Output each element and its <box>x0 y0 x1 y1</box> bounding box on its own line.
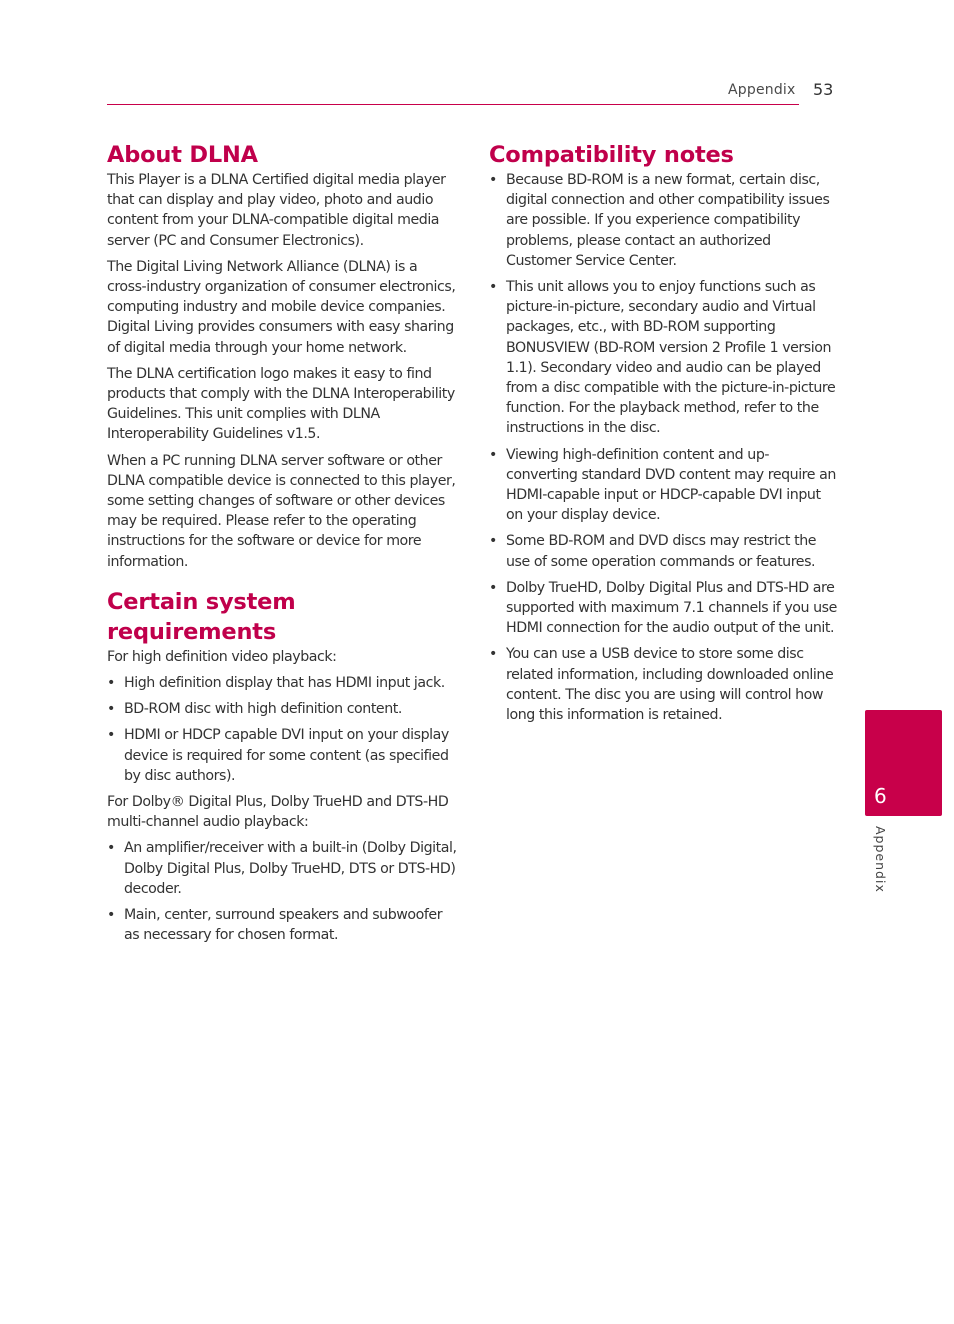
about-dlna-heading: About DLNA <box>107 142 258 168</box>
list-item-text: This unit allows you to enjoy functions such as picture-in-picture, secondary audio and Virtual packages, etc., with BD-ROM supporting BONUSVIEW (BD-ROM version 2 Profile 1 version 1.1). Secondary video and audio can be played from a disc compatible with the picture-in-picture function. For the playback method, refer to the instructions in the disc. <box>506 279 836 437</box>
bullet-icon: • <box>489 533 497 550</box>
video-requirements-list <box>107 673 457 786</box>
list-item <box>489 644 837 725</box>
bullet-icon: • <box>107 907 115 924</box>
bullet-icon: • <box>489 646 497 663</box>
audio-playback-intro: For Dolby® Digital Plus, Dolby TrueHD and DTS-HD multi-channel audio playback: <box>107 794 449 831</box>
list-item <box>489 170 837 271</box>
list-item-text: You can use a USB device to store some disc related information, including downloaded online content. The disc you are using will control how long this information is retained. <box>506 646 834 724</box>
list-item-text: Viewing high-definition content and up-converting standard DVD content may require an HDMI-capable input or HDCP-capable DVI input on your display device. <box>506 446 836 524</box>
list-item <box>489 578 837 639</box>
list-item <box>489 445 837 526</box>
list-item <box>107 905 457 945</box>
bullet-icon: • <box>107 701 115 718</box>
list-item <box>107 699 457 719</box>
list-item-text: Dolby TrueHD, Dolby Digital Plus and DTS-HD are supported with maximum 7.1 channels if you use HDMI connection for the audio output of the unit. <box>506 579 837 637</box>
bullet-icon: • <box>489 279 497 296</box>
list-item <box>107 673 457 693</box>
about-dlna-paragraph: When a PC running DLNA server software or other DLNA compatible device is connected to this player, some setting changes of software or other devices may be required. Please refer to the operating instructions for the software or device for more information. <box>107 452 456 570</box>
page-number: 53 <box>813 80 834 99</box>
bullet-icon: • <box>107 840 115 857</box>
chapter-side-label: Appendix <box>873 826 888 893</box>
header-section-title: Appendix <box>728 82 796 98</box>
list-item-text: Because BD-ROM is a new format, certain disc, digital connection and other compatibility issues are possible. If you experience compatibility problems, please contact an authorized Customer Service Center. <box>506 172 830 269</box>
list-item <box>107 838 457 899</box>
list-item-text: Some BD-ROM and DVD discs may restrict the use of some operation commands or features. <box>506 533 817 570</box>
list-item-text: An amplifier/receiver with a built-in (Dolby Digital, Dolby Digital Plus, Dolby TrueHD, DTS or DTS-HD) decoder. <box>124 840 457 897</box>
compatibility-heading: Compatibility notes <box>489 142 734 168</box>
bullet-icon: • <box>489 579 497 596</box>
left-column <box>107 140 457 952</box>
bullet-icon: • <box>107 675 115 692</box>
about-dlna-paragraph: The DLNA certification logo makes it easy to find products that comply with the DLNA Interoperability Guidelines. This unit complies with DLNA Interoperability Guidelines v1.5. <box>107 365 455 443</box>
system-requirements-heading: Certain system requirements <box>107 588 296 645</box>
bullet-icon: • <box>107 727 115 744</box>
chapter-number: 6 <box>874 784 887 808</box>
list-item <box>107 725 457 786</box>
audio-requirements-list <box>107 838 457 945</box>
bullet-icon: • <box>489 446 497 463</box>
right-column <box>489 140 837 731</box>
list-item-text: High definition display that has HDMI input jack. <box>124 675 445 692</box>
list-item-text: BD-ROM disc with high definition content. <box>124 701 402 718</box>
about-dlna-paragraph: The Digital Living Network Alliance (DLNA) is a cross-industry organization of consumer electronics, computing industry and mobile device companies. Digital Living provides consumers with easy sharing of digital media through your home network. <box>107 258 456 356</box>
list-item-text: Main, center, surround speakers and subwoofer as necessary for chosen format. <box>124 907 443 944</box>
list-item <box>489 531 837 571</box>
header-divider <box>107 104 799 105</box>
video-playback-intro: For high definition video playback: <box>107 648 337 665</box>
compatibility-list <box>489 170 837 725</box>
bullet-icon: • <box>489 172 497 188</box>
list-item-text: HDMI or HDCP capable DVI input on your display device is required for some content (as specified by disc authors). <box>124 727 449 784</box>
about-dlna-paragraph: This Player is a DLNA Certified digital media player that can display and play video, photo and audio content from your DLNA-compatible digital media server (PC and Consumer Electronics). <box>107 172 446 249</box>
list-item <box>489 277 837 439</box>
